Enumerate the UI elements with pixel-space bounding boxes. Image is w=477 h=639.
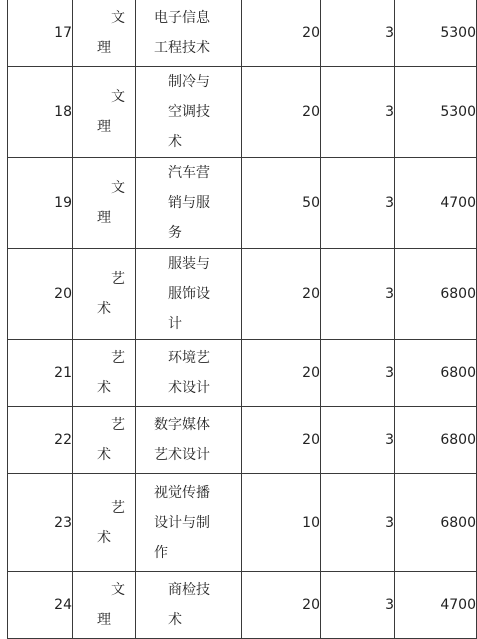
enrollment-count: 20: [242, 340, 321, 407]
enrollment-count: 20: [242, 67, 321, 158]
row-index: 21: [8, 340, 73, 407]
major-name: 数字媒体艺术设计: [154, 417, 210, 463]
row-index: 22: [8, 407, 73, 474]
category-char-2: 术: [97, 447, 111, 463]
table-row: [8, 474, 477, 572]
duration-years: 3: [321, 0, 395, 67]
category-char-1: 文: [111, 582, 125, 598]
major-cell: [136, 340, 242, 407]
major-name: 视觉传播设计与制作: [154, 484, 210, 561]
tuition-fee: 6800: [395, 340, 477, 407]
row-index: 23: [8, 474, 73, 572]
category-cell: [73, 67, 136, 158]
duration-years: 3: [321, 340, 395, 407]
duration-years: 3: [321, 249, 395, 340]
category-char-2: 术: [97, 301, 111, 317]
tuition-fee: 5300: [395, 0, 477, 67]
duration-years: 3: [321, 474, 395, 572]
table-row: [8, 158, 477, 249]
table-body: [8, 0, 477, 639]
category-char-1: 艺: [111, 417, 125, 433]
major-name: 环境艺术设计: [168, 350, 210, 396]
row-index: 17: [8, 0, 73, 67]
category-cell: [73, 249, 136, 340]
table-row: [8, 407, 477, 474]
duration-years: 3: [321, 67, 395, 158]
major-cell: [136, 158, 242, 249]
category-char-2: 理: [97, 119, 111, 135]
category-cell: [73, 572, 136, 639]
duration-years: 3: [321, 407, 395, 474]
duration-years: 3: [321, 158, 395, 249]
row-index: 18: [8, 67, 73, 158]
major-cell: [136, 474, 242, 572]
category-char-1: 文: [111, 180, 125, 196]
row-index: 19: [8, 158, 73, 249]
tuition-fee: 6800: [395, 474, 477, 572]
category-char-1: 文: [111, 9, 125, 26]
duration-years: 3: [321, 572, 395, 639]
category-cell: [73, 0, 136, 67]
category-char-2: 理: [97, 612, 111, 628]
table-row: [8, 0, 477, 67]
major-name: 汽车营销与服务: [168, 165, 210, 241]
row-index: 20: [8, 249, 73, 340]
major-cell: [136, 0, 242, 67]
category-char-2: 术: [97, 380, 111, 396]
category-cell: [73, 158, 136, 249]
category-char-1: 艺: [111, 350, 125, 366]
enrollment-count: 20: [242, 249, 321, 340]
category-char-1: 艺: [111, 271, 125, 287]
category-char-1: 艺: [111, 499, 125, 516]
major-cell: [136, 572, 242, 639]
enrollment-table: [7, 0, 477, 639]
enrollment-count: 20: [242, 407, 321, 474]
category-char-2: 理: [97, 210, 111, 226]
category-char-2: 术: [97, 529, 111, 546]
category-cell: [73, 407, 136, 474]
major-name: 商检技术: [168, 582, 210, 628]
enrollment-count: 20: [242, 0, 321, 67]
table-row: [8, 67, 477, 158]
enrollment-count: 50: [242, 158, 321, 249]
tuition-fee: 4700: [395, 158, 477, 249]
major-name: 电子信息工程技术: [154, 9, 210, 56]
tuition-fee: 6800: [395, 249, 477, 340]
row-index: 24: [8, 572, 73, 639]
major-name: 制冷与空调技术: [168, 74, 210, 150]
table-row: [8, 340, 477, 407]
enrollment-count: 10: [242, 474, 321, 572]
table-row: [8, 249, 477, 340]
category-cell: [73, 340, 136, 407]
tuition-fee: 4700: [395, 572, 477, 639]
tuition-fee: 6800: [395, 407, 477, 474]
category-char-2: 理: [97, 39, 111, 56]
major-name: 服装与服饰设计: [168, 256, 210, 332]
category-cell: [73, 474, 136, 572]
tuition-fee: 5300: [395, 67, 477, 158]
major-cell: [136, 67, 242, 158]
category-char-1: 文: [111, 89, 125, 105]
major-cell: [136, 249, 242, 340]
enrollment-count: 20: [242, 572, 321, 639]
table-row: [8, 572, 477, 639]
major-cell: [136, 407, 242, 474]
